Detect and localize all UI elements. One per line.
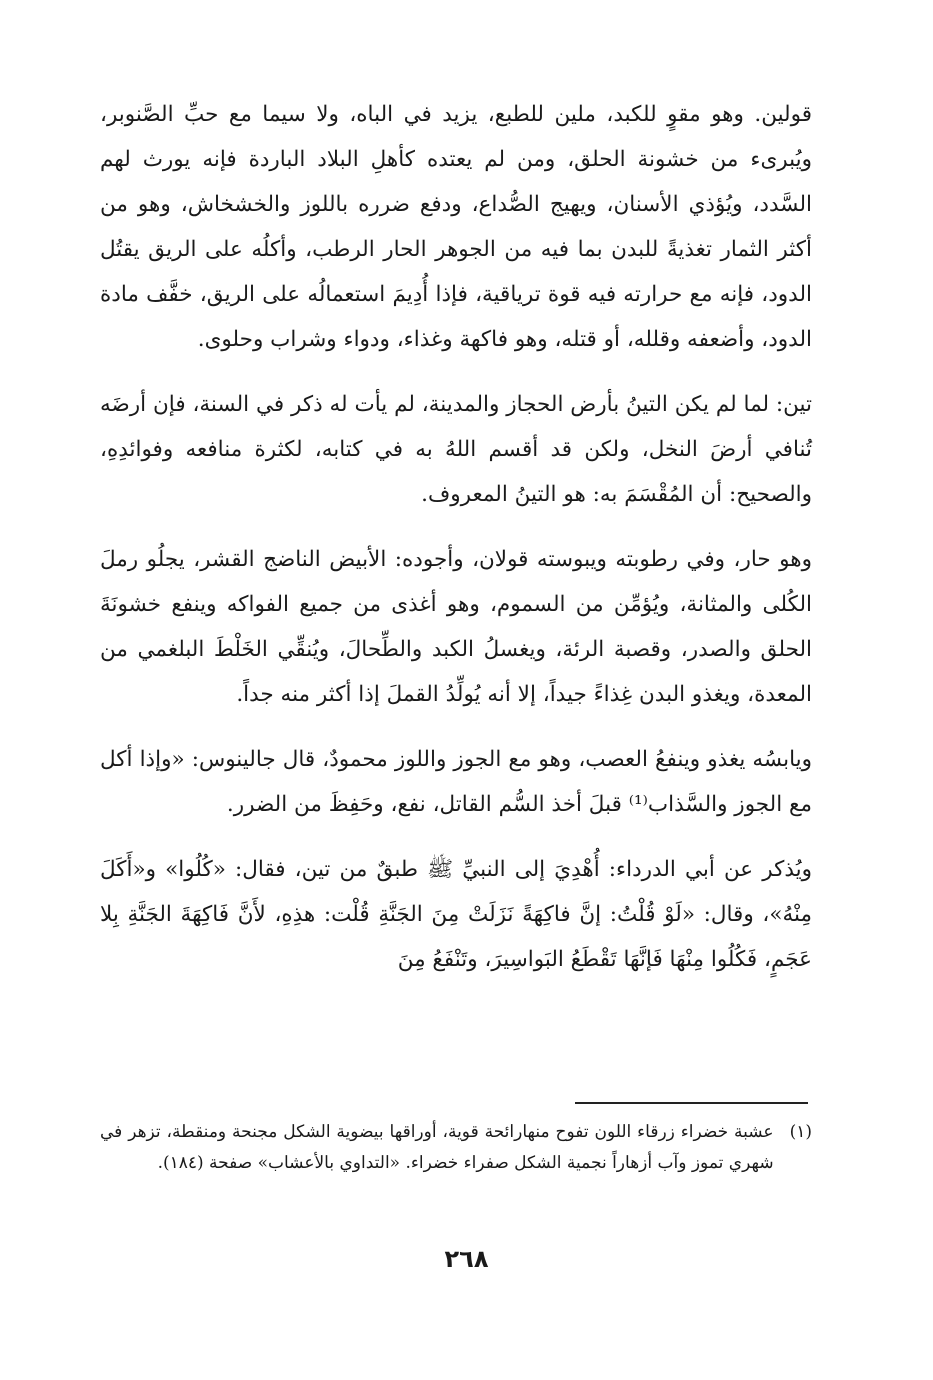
- footnote-text: عشبة خضراء زرقاء اللون تفوح منهارائحة قوية، أوراقها بيضوية الشكل مجنحة ومنقطة، تزهر في شهري تموز وآب أزهاراً نجمية الشكل صفراء خضراء. «التداوي بالأعشاب» صفحة (١٨٤).: [100, 1122, 774, 1173]
- paragraph-fig-properties: وهو حار، وفي رطوبته ويبوسته قولان، وأجوده: الأبيض الناضج القشر، يجلُو رملَ الكُلى والمثانة، ويُؤمِّن من السموم، وهو أغذى من جميع الفواكه وينفع خشونَةَ الحلق والصدر، وقصبة الرئة، ويغسلُ الكبد والطِّحالَ، ويُنقِّي الخَلْطَ البلغمي من المعدة، ويغذو البدن غِذاءً جيداً، إلا أنه يُولِّدُ القملَ إذا أكثر منه جداً.: [100, 547, 812, 707]
- footnote-marker: (١): [789, 1122, 812, 1142]
- page-number: ٢٦٨: [444, 1245, 489, 1273]
- paragraph-hadith-abu-darda: ويُذكر عن أبي الدرداء: أُهْدِيَ إلى النبيِّ ﷺ طبقٌ من تين، فقال: «كُلُوا» و«أَكَلَ مِنْهُ»، وقال: «لَوْ قُلْتُ: إنَّ فاكِهَةً نَزَلَتْ مِنَ الجَنَّةِ قُلْت: هذِهِ، لأَنَّ فَاكِهَةَ الجَنَّةِ بِلا عَجَمٍ، فَكُلُوا مِنْهَا فَإنَّهَا تَقْطَعُ البَواسِيرَ، وتَنْفَعُ مِنَ: [100, 857, 812, 972]
- paragraph-pine-nut-benefits: قولين. وهو مقوٍ للكبد، ملين للطبع، يزيد في الباه، ولا سيما مع حبِّ الصَّنوبر، ويُبرىء من خشونة الحلق، ومن لم يعتده كأهلِ البلاد الباردة فإنه يورث لهم السَّدد، ويُؤذي الأسنان، ويهيج الصُّداع، ودفع ضرره باللوز والخشخاش، وهو من أكثر الثمار تغذيةً للبدن بما فيه من الجوهر الحار الرطب، وأكلُه على الريق يقتُل الدود، فإنه مع حرارته فيه قوة ترياقية، فإذا أُدِيمَ استعمالُه على الريق، خفَّف مادة الدود، وأضعفه وقلله، أو قتله، وهو فاكهة وغذاء، ودواء وشراب وحلوى.: [100, 102, 812, 352]
- footnote: [100, 1117, 812, 1179]
- paragraph-dried-fig: ويابسُه يغذو وينفعُ العصب، وهو مع الجوز واللوز محمودٌ، قال جالينوس: «وإذا أكل مع الجوز والسَّذاب⁽¹⁾ قبلَ أخذ السُّم القاتل، نفع، وحَفِظَ من الضرر.: [100, 747, 812, 817]
- footnote-separator: [575, 1102, 808, 1104]
- page-body: [100, 92, 812, 1002]
- paragraph-fig-introduction: تين: لما لم يكن التينُ بأرض الحجاز والمدينة، لم يأت له ذكر في السنة، فإن أرضَه تُنافي أرضَ النخل، ولكن قد أقسم اللهُ به في كتابه، لكثرة منافعه وفوائدِهِ، والصحيح: أن المُقْسَمَ به: هو التينُ المعروف.: [100, 392, 812, 507]
